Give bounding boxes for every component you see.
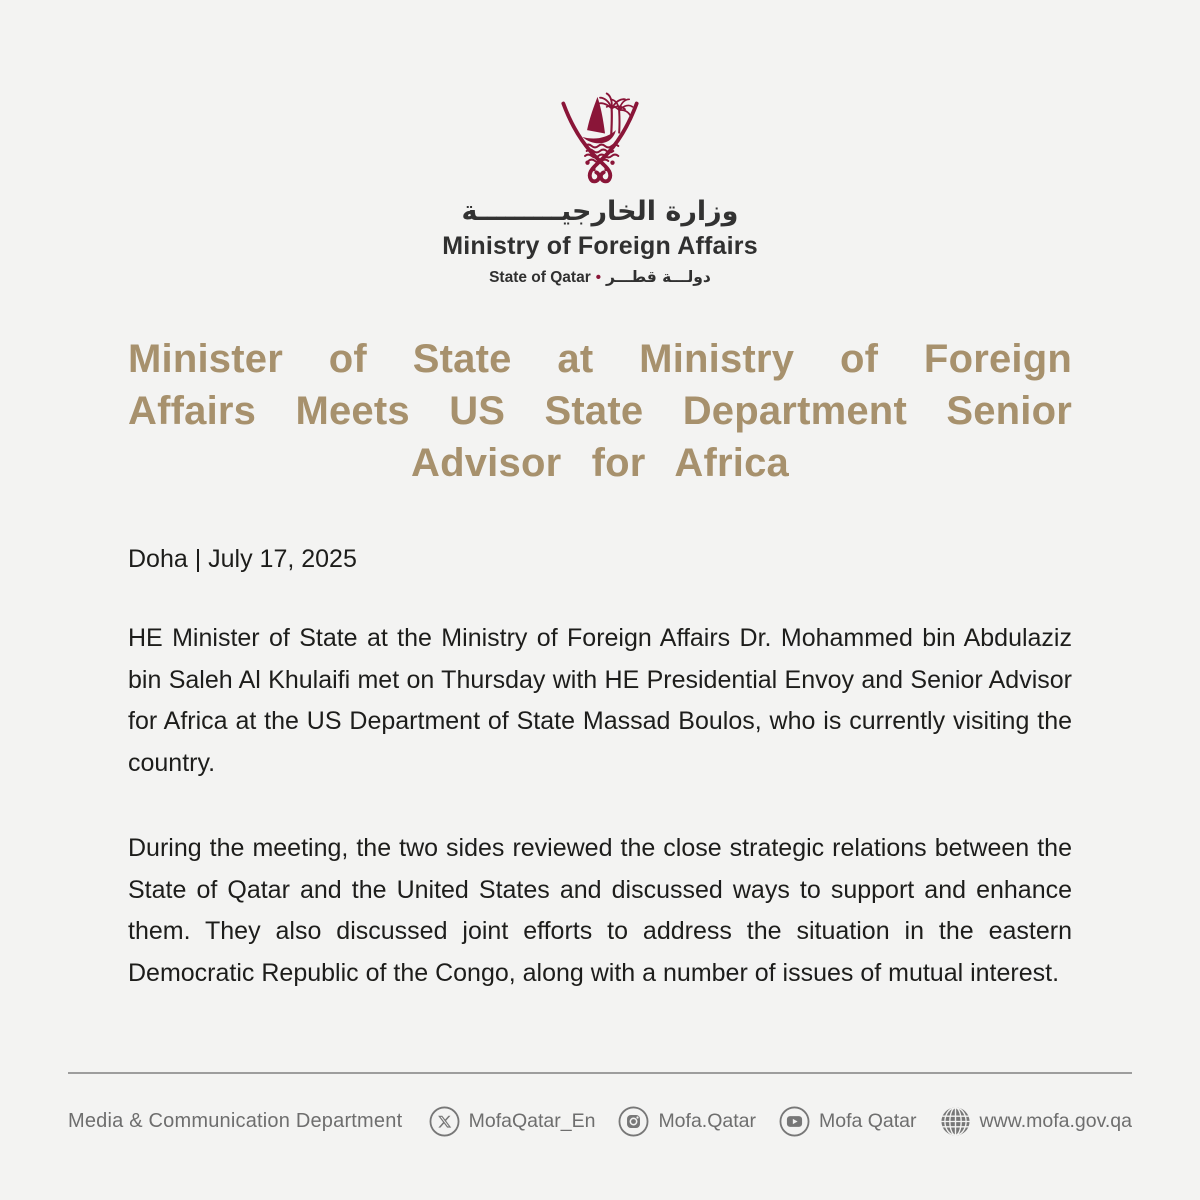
dateline: Doha | July 17, 2025	[128, 545, 357, 573]
footer	[68, 1072, 1132, 1137]
instagram-icon	[618, 1106, 649, 1137]
social-x[interactable]	[429, 1106, 596, 1137]
separator-dot: •	[595, 269, 601, 286]
paragraph-2: During the meeting, the two sides reviewed the close strategic relations between the State of Qatar and the United States and discussed ways to support and enhance them. They also discussed joint efforts to address the situation in the eastern Democratic Republic of the Congo, along with a number of issues of mutual interest.	[128, 834, 1072, 987]
social-youtube-handle: Mofa Qatar	[818, 1110, 917, 1132]
social-x-handle: MofaQatar_En	[468, 1110, 596, 1132]
brand-header	[0, 0, 1200, 287]
social-instagram-handle: Mofa.Qatar	[658, 1110, 756, 1132]
ministry-name-arabic: وزارة الخارجيـــــــــة	[461, 196, 739, 227]
headline: Minister of State at Ministry of Foreign Affairs Meets US State Department Senior Advisor for Africa	[128, 337, 1072, 485]
social-website[interactable]	[940, 1106, 1132, 1137]
state-of-qatar-line	[0, 268, 1200, 287]
social-links	[429, 1106, 1132, 1137]
state-of-qatar-english: State of Qatar	[489, 269, 591, 286]
ministry-name-english: Ministry of Foreign Affairs	[442, 232, 758, 260]
department-label: Media & Communication Department	[68, 1110, 403, 1132]
paragraph-1: HE Minister of State at the Ministry of Foreign Affairs Dr. Mohammed bin Abdulaziz bin Saleh Al Khulaifi met on Thursday with HE Presidential Envoy and Senior Advisor for Africa at the US Department of State Massad Boulos, who is currently visiting the country.	[128, 624, 1072, 777]
social-instagram[interactable]	[618, 1106, 756, 1137]
qatar-mofa-emblem-icon	[550, 90, 650, 192]
social-youtube[interactable]	[779, 1106, 917, 1137]
social-website-url: www.mofa.gov.qa	[979, 1110, 1132, 1132]
x-icon	[429, 1106, 460, 1137]
globe-icon	[940, 1106, 971, 1137]
state-of-qatar-arabic: دولـــة قطـــر	[606, 268, 711, 286]
press-release-body	[0, 333, 1200, 994]
youtube-icon	[779, 1106, 810, 1137]
